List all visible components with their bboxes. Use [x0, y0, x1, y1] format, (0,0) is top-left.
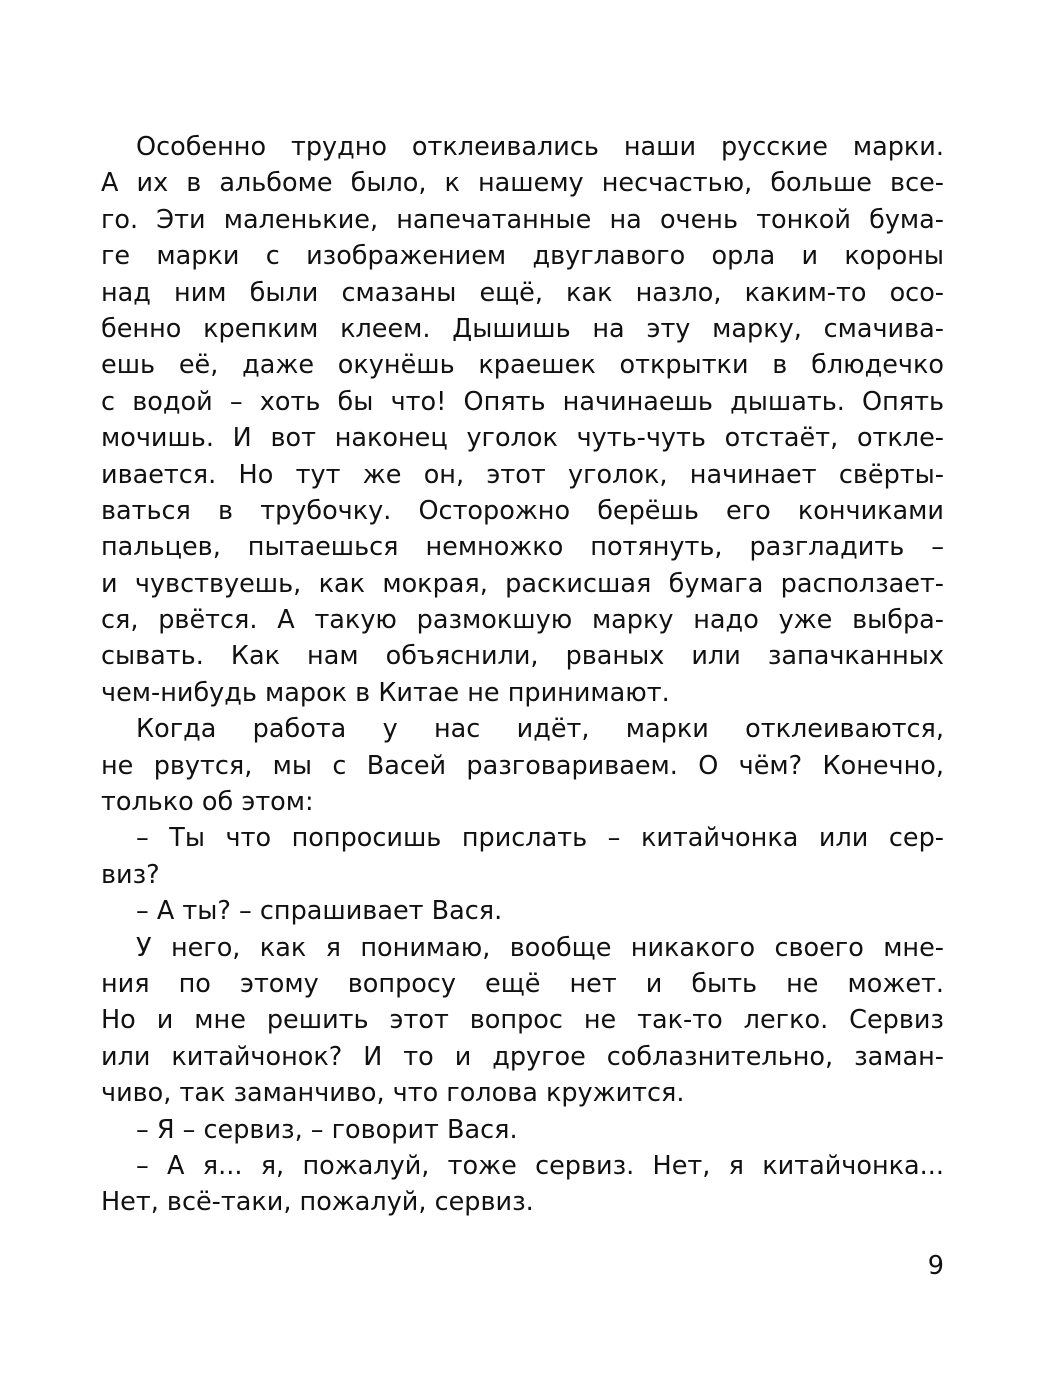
text-line: чиво, так заманчиво, что голова кружится.: [101, 1078, 685, 1109]
text-line: Но и мне решить этот вопрос не так-то легко. Сервиз: [101, 1005, 944, 1036]
text-line: У него, как я понимаю, вообще никакого своего мне-: [136, 932, 944, 963]
text-line: с водой – хоть бы что! Опять начинаешь дышать. Опять: [101, 386, 944, 417]
text-line: не рвутся, мы с Васей разговариваем. О чём? Конечно,: [101, 750, 944, 781]
text-line: чем-нибудь марок в Китае не принимают.: [101, 677, 670, 708]
text-line: мочишь. И вот наконец уголок чуть-чуть отстаёт, откле-: [101, 423, 944, 454]
text-line: ся, рвётся. А такую размокшую марку надо уже выбра-: [101, 605, 944, 636]
text-line: – А ты? – спрашивает Вася.: [136, 896, 503, 927]
text-line: ивается. Но тут же он, этот уголок, начинает свёрты-: [101, 459, 944, 490]
body-text: [101, 129, 944, 1221]
text-line: бенно крепким клеем. Дышишь на эту марку, смачива-: [101, 313, 944, 344]
text-line: и чувствуешь, как мокрая, раскисшая бумага расползает-: [101, 568, 944, 599]
text-line: виз?: [101, 859, 160, 890]
text-line: над ним были смазаны ещё, как назло, каким-то осо-: [101, 277, 944, 308]
text-line: Нет, всё-таки, пожалуй, сервиз.: [101, 1187, 534, 1218]
text-line: ге марки с изображением двуглавого орла и короны: [101, 241, 944, 272]
text-line: пальцев, пытаешься немножко потянуть, разгладить –: [101, 532, 944, 563]
text-line: или китайчонок? И то и другое соблазнительно, заман-: [101, 1041, 944, 1072]
text-line: только об этом:: [101, 787, 314, 818]
text-line: Особенно трудно отклеивались наши русские марки.: [136, 132, 944, 162]
text-line: Когда работа у нас идёт, марки отклеиваются,: [136, 714, 944, 745]
text-line: ваться в трубочку. Осторожно берёшь его кончиками: [101, 495, 944, 526]
text-line: – Ты что попросишь прислать – китайчонка или сер-: [136, 823, 944, 854]
text-line: сывать. Как нам объяснили, рваных или запачканных: [101, 641, 944, 672]
text-line: А их в альбоме было, к нашему несчастью, больше все-: [101, 168, 944, 199]
text-line: ния по этому вопросу ещё нет и быть не может.: [101, 968, 944, 999]
text-line: – А я... я, пожалуй, тоже сервиз. Нет, я китайчонка...: [136, 1150, 944, 1181]
text-line: ешь её, даже окунёшь краешек открытки в блюдечко: [101, 350, 944, 381]
text-line: – Я – сервиз, – говорит Вася.: [136, 1114, 518, 1145]
page-number: 9: [927, 1251, 944, 1281]
text-line: го. Эти маленькие, напечатанные на очень тонкой бума-: [101, 204, 944, 235]
